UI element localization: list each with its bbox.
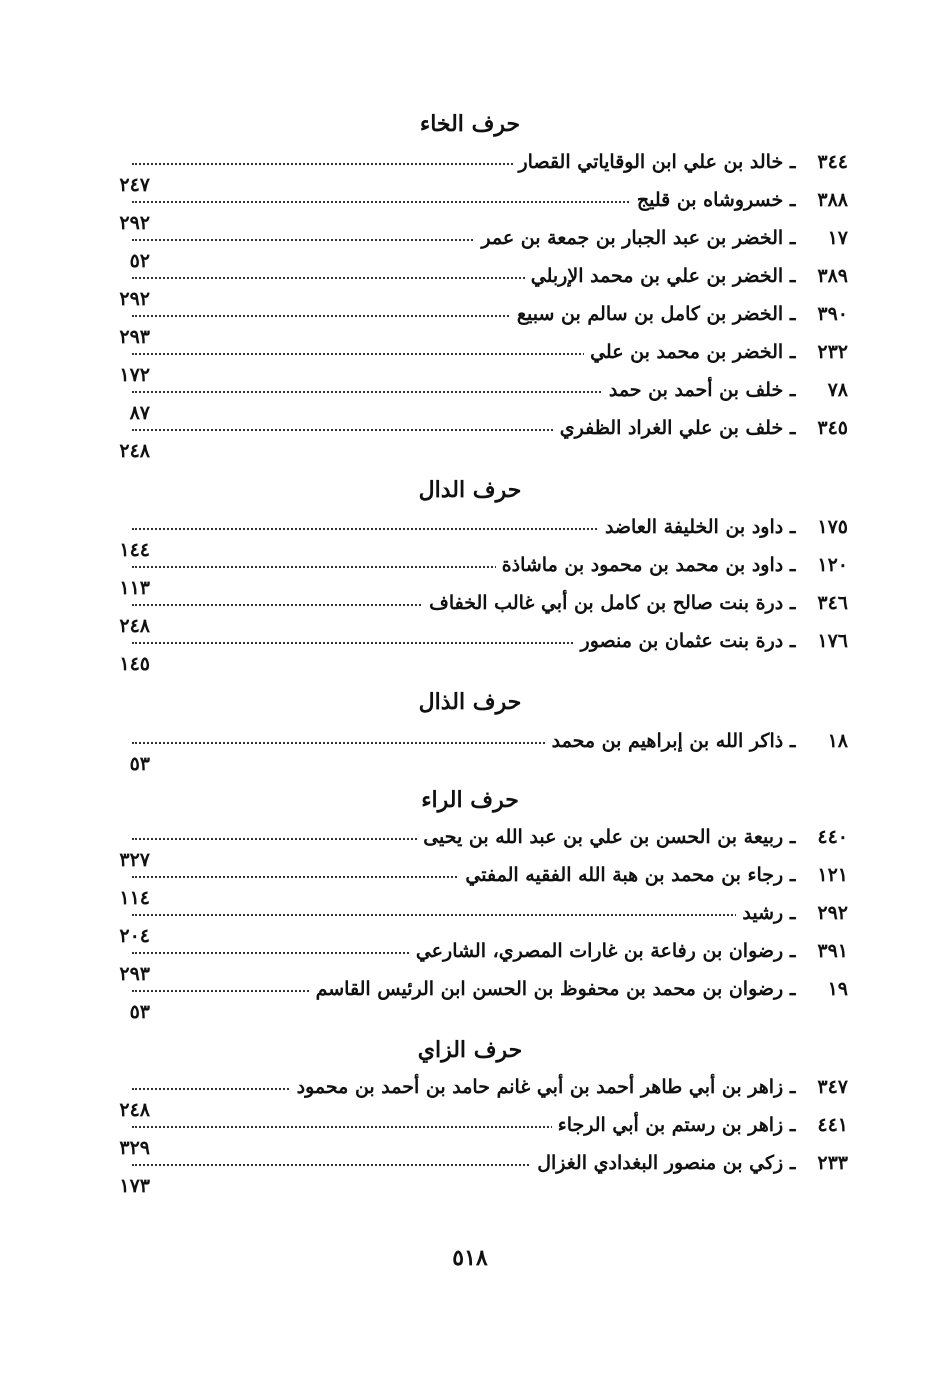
entry-page: ١٧٢: [119, 364, 150, 386]
entry-name: الخضر بن محمد بن علي: [590, 341, 784, 363]
entry-number: ٢٩٢: [817, 902, 848, 924]
entry-name: داود بن محمد بن محمود بن ماشاذة: [501, 554, 784, 576]
entry-name: خسروشاه بن قليج: [636, 189, 784, 211]
index-entry: ٧٨ ـ خلف بن أحمد بن حمد ٨٧: [0, 375, 940, 451]
section-heading: حرف الذال: [418, 689, 522, 715]
entry-page: ١٤٥: [119, 653, 150, 675]
entry-number: ١٧: [827, 227, 848, 249]
entry-number: ١٢٠: [817, 554, 848, 576]
entry-number: ١٨: [827, 730, 848, 752]
index-entry: ١٩ ـ رضوان بن محمد بن محفوظ بن الحسن ابن الرئيس القاسم ٥٣: [0, 974, 940, 1050]
page-number: ٥١٨: [452, 1245, 488, 1271]
entry-name: الخضر بن علي بن محمد الإربلي: [530, 265, 784, 287]
entry-number: ٣٤٧: [817, 1076, 848, 1098]
index-entry: ٣٤٥ ـ خلف بن علي الغراد الظفري ٢٤٨: [0, 413, 940, 489]
entry-page: ٢٩٣: [119, 326, 150, 348]
entry-number: ٤٤٠: [817, 826, 848, 848]
index-entry: ٢٩٢ ـ رشيد ٢٠٤: [0, 898, 940, 974]
entry-number: ١٢١: [817, 864, 848, 886]
entry-number: ٣٤٤: [817, 151, 848, 173]
index-entry: ٣٨٩ ـ الخضر بن علي بن محمد الإربلي ٢٩٢: [0, 261, 940, 337]
section-heading: حرف الدال: [418, 477, 522, 503]
entry-name: داود بن الخليفة العاضد: [604, 516, 784, 538]
index-entry: ٣٤٧ ـ زاهر بن أبي طاهر أحمد بن أبي غانم حامد بن أحمد بن محمود ٢٤٨: [0, 1072, 940, 1148]
entry-page: ٢٤٨: [119, 615, 150, 637]
entry-number: ٢٣٢: [817, 341, 848, 363]
index-entry: ١٧٥ ـ داود بن الخليفة العاضد ١٤٤: [0, 512, 940, 588]
entry-name: ذاكر الله بن إبراهيم بن محمد: [551, 730, 784, 752]
entry-name: رضوان بن محمد بن محفوظ بن الحسن ابن الرئيس القاسم: [315, 978, 784, 1000]
entry-page: ٢٤٧: [119, 174, 150, 196]
entry-number: ٣٩١: [817, 940, 848, 962]
index-entry: ٢٣٢ ـ الخضر بن محمد بن علي ١٧٢: [0, 337, 940, 413]
entry-name: رضوان بن رفاعة بن غارات المصري، الشارعي: [415, 940, 784, 962]
entry-page: ٢٤٨: [119, 440, 150, 462]
entry-name: زاهر بن أبي طاهر أحمد بن أبي غانم حامد بن أحمد بن محمود: [296, 1076, 784, 1098]
entry-name: درة بنت عثمان بن منصور: [580, 630, 784, 652]
entry-name: رجاء بن محمد بن هبة الله الفقيه المفتي: [465, 864, 784, 886]
entry-number: ١٧٦: [817, 630, 848, 652]
entry-name: الخضر بن كامل بن سالم بن سبيع: [516, 303, 784, 325]
entry-number: ٤٤١: [817, 1114, 848, 1136]
entry-number: ٧٨: [827, 379, 848, 401]
entry-name: الخضر بن عبد الجبار بن جمعة بن عمر: [481, 227, 784, 249]
index-entry: ٣٨٨ ـ خسروشاه بن قليج ٢٩٢: [0, 185, 940, 261]
index-entry: ١٢١ ـ رجاء بن محمد بن هبة الله الفقيه المفتي ١١٤: [0, 860, 940, 936]
entry-page: ٢٠٤: [119, 925, 150, 947]
entry-page: ٨٧: [129, 402, 150, 424]
entry-number: ٣٩٠: [817, 303, 848, 325]
entry-name: زاهر بن رستم بن أبي الرجاء: [557, 1114, 784, 1136]
index-entry: ٢٣٣ ـ زكي بن منصور البغدادي الغزال ١٧٣: [0, 1148, 940, 1224]
entry-page: ١٧٣: [119, 1175, 150, 1197]
entry-number: ٣٨٨: [817, 189, 848, 211]
section-heading: حرف الزاي: [417, 1037, 523, 1063]
index-entry: ١٨ ـ ذاكر الله بن إبراهيم بن محمد ٥٣: [0, 726, 940, 802]
entry-number: ٢٣٣: [817, 1152, 848, 1174]
entry-name: درة بنت صالح بن كامل بن أبي غالب الخفاف: [429, 592, 784, 614]
entry-name: خلف بن أحمد بن حمد: [608, 379, 784, 401]
index-entry: ٤٤٠ ـ ربيعة بن الحسن بن علي بن عبد الله بن يحيى ٣٢٧: [0, 822, 940, 898]
entry-page: ٢٤٨: [119, 1099, 150, 1121]
entry-page: ٢٩٢: [119, 288, 150, 310]
entry-number: ١٧٥: [817, 516, 848, 538]
entry-page: ٣٢٧: [119, 849, 150, 871]
entry-name: خلف بن علي الغراد الظفري: [559, 417, 784, 439]
entry-number: ١٩: [827, 978, 848, 1000]
entry-page: ١٤٤: [119, 539, 150, 561]
entry-page: ٢٩٣: [119, 963, 150, 985]
index-entry: ١٧ ـ الخضر بن عبد الجبار بن جمعة بن عمر ٥٢: [0, 223, 940, 299]
entry-name: خالد بن علي ابن الوقاياتي القصار: [518, 151, 784, 173]
entry-page: ٥٣: [129, 753, 150, 775]
entry-number: ٣٤٦: [817, 592, 848, 614]
entry-page: ١١٣: [119, 577, 150, 599]
entry-name: زكي بن منصور البغدادي الغزال: [537, 1152, 784, 1174]
index-entry: ١٧٦ ـ درة بنت عثمان بن منصور ١٤٥: [0, 626, 940, 702]
index-entry: ٣٤٤ ـ خالد بن علي ابن الوقاياتي القصار ٢٤٧: [0, 147, 940, 223]
section-heading: حرف الخاء: [419, 111, 521, 137]
index-entry: ٣٩١ ـ رضوان بن رفاعة بن غارات المصري، الشارعي ٢٩٣: [0, 936, 940, 1012]
entry-page: ١١٤: [119, 887, 150, 909]
index-entry: ٣٩٠ ـ الخضر بن كامل بن سالم بن سبيع ٢٩٣: [0, 299, 940, 375]
entry-page: ٥٢: [129, 250, 150, 272]
index-entry: ٣٤٦ ـ درة بنت صالح بن كامل بن أبي غالب الخفاف ٢٤٨: [0, 588, 940, 664]
index-entry: ٤٤١ ـ زاهر بن رستم بن أبي الرجاء ٣٢٩: [0, 1110, 940, 1186]
index-entry: ١٢٠ ـ داود بن محمد بن محمود بن ماشاذة ١١٣: [0, 550, 940, 626]
section-heading: حرف الراء: [421, 787, 519, 813]
entry-page: ٣٢٩: [119, 1137, 150, 1159]
entry-name: رشيد: [742, 902, 784, 924]
entry-name: ربيعة بن الحسن بن علي بن عبد الله بن يحيى: [423, 826, 784, 848]
entry-number: ٣٨٩: [817, 265, 848, 287]
entry-page: ٢٩٢: [119, 212, 150, 234]
entry-number: ٣٤٥: [817, 417, 848, 439]
entry-page: ٥٣: [129, 1001, 150, 1023]
